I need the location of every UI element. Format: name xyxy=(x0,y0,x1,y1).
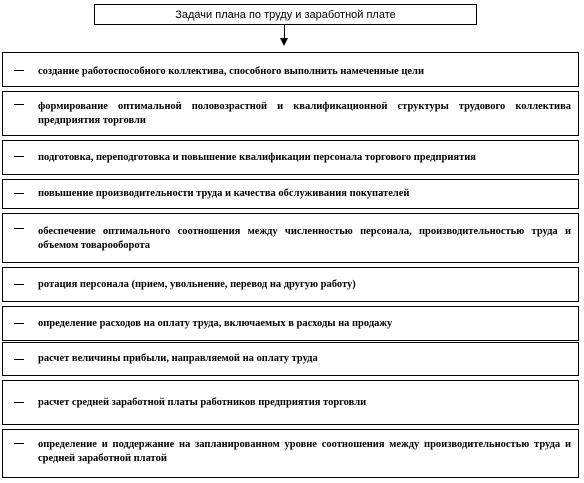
dash-bullet-icon xyxy=(14,359,24,360)
task-item-8 xyxy=(2,342,579,376)
dash-bullet-icon xyxy=(14,104,24,105)
task-text: обеспечение оптимального соотношения между численностью персонала, производительностью труда и объемом товарооборота xyxy=(38,226,571,251)
task-text: ротация персонала (прием, увольнение, перевод на другую работу) xyxy=(38,279,356,290)
dash-bullet-icon xyxy=(14,323,24,324)
task-item-1 xyxy=(2,52,579,87)
dash-bullet-icon xyxy=(14,70,24,71)
task-item-7 xyxy=(2,306,579,341)
dash-bullet-icon xyxy=(14,228,24,229)
task-item-5 xyxy=(2,213,579,263)
task-text: формирование оптимальной половозрастной и квалификационной структуры трудового коллектива предприятия торговли xyxy=(38,101,571,126)
task-text: создание работоспособного коллектива, способного выполнить намеченные цели xyxy=(38,66,424,77)
task-item-3 xyxy=(2,140,579,175)
dash-bullet-icon xyxy=(14,284,24,285)
task-item-2 xyxy=(2,91,579,136)
down-arrow-icon xyxy=(280,38,288,46)
connector-line xyxy=(284,25,285,39)
dash-bullet-icon xyxy=(14,156,24,157)
task-item-4 xyxy=(2,179,579,209)
dash-bullet-icon xyxy=(14,443,24,444)
diagram-title: Задачи плана по труду и заработной плате xyxy=(175,8,396,21)
task-text: расчет средней заработной платы работников предприятия торговли xyxy=(38,397,367,408)
task-text: подготовка, переподготовка и повышение квалификации персонала торгового предприятия xyxy=(38,152,476,163)
task-item-9 xyxy=(2,380,579,425)
diagram-title-box xyxy=(94,4,477,25)
task-text: определение и поддержание на запланированном уровне соотношения между производительностью труда и средней заработной платой xyxy=(38,439,571,464)
task-text: расчет величины прибыли, направляемой на оплату труда xyxy=(38,353,318,364)
task-text: определение расходов на оплату труда, включаемых в расходы на продажу xyxy=(38,318,393,329)
task-item-6 xyxy=(2,267,579,302)
dash-bullet-icon xyxy=(14,402,24,403)
task-item-10 xyxy=(2,429,579,478)
task-text: повышение производительности труда и качества обслуживания покупателей xyxy=(38,188,410,199)
dash-bullet-icon xyxy=(14,193,24,194)
